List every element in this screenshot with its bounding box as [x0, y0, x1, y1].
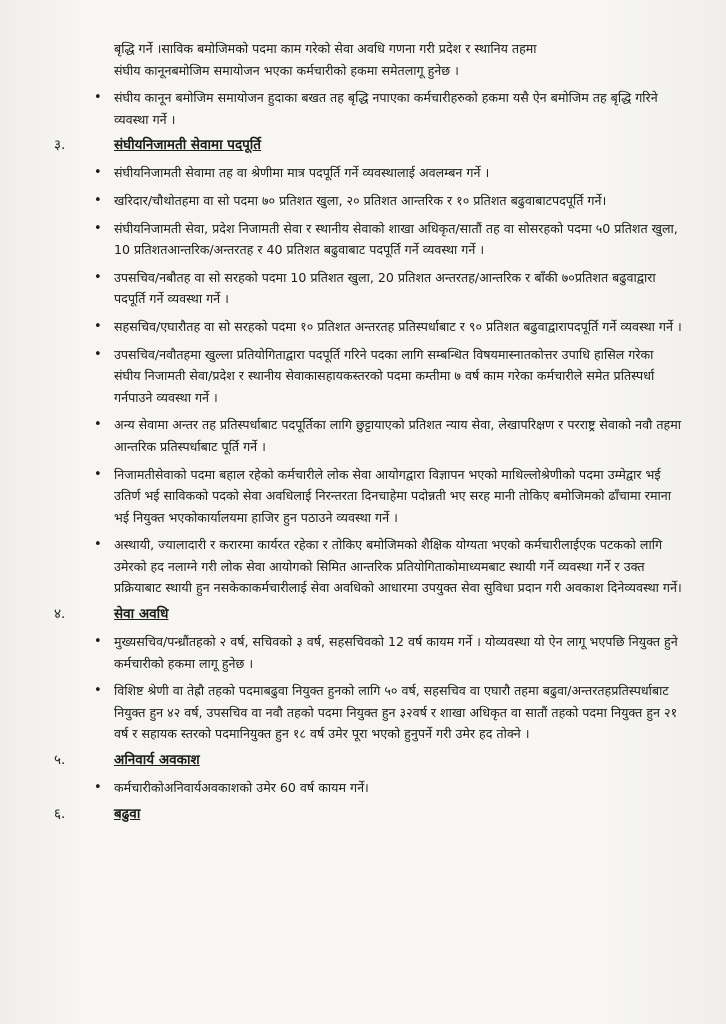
section-title: संघीयनिजामती सेवामा पदपूर्ति: [114, 137, 261, 154]
section: [44, 603, 682, 745]
bullet-text: खरिदार/चौथोतहमा वा सो पदमा ७० प्रतिशत खुला, २० प्रतिशत आन्तरिक र १० प्रतिशत बढुवाबाटपदपूर्ति गर्ने।: [114, 192, 607, 208]
section-number: ६.: [54, 805, 66, 822]
list-item: [44, 316, 682, 338]
bullet-icon: •: [94, 346, 102, 362]
section-heading: [44, 134, 682, 156]
bullet-icon: •: [94, 683, 102, 699]
bullet-text: विशिष्ट श्रेणी वा तेह्रौ तहको पदमाबढुवा नियुक्त हुनको लागि ५० वर्ष, सहसचिव वा एघारौ तहमा बढुवा/अन्तरतहप्रतिस्पर्धाबाट नियुक्त हुन ४२ वर्ष, उपसचिव वा नवौ तहको पदमा नियुक्त हुन ३२वर्ष र शाखा अधिकृत वा सातौं तहको पदमा नियुक्त हुन २१ वर्ष र सहायक स्तरको पदमानियुक्त हुन १८ वर्ष उमेर पूरा भएको हुनुपर्ने गरी उमेर हद तोक्ने ।: [114, 683, 678, 742]
bullet-icon: •: [94, 417, 102, 433]
bullet-text: उपसचिव/नवौतहमा खुल्ला प्रतियोगिताद्वारा पदपूर्ति गरिने पदका लागि सम्बन्धित विषयमास्नातकोत्तर उपाधि हासिल गरेका संघीय निजामती सेवा/प्रदेश र स्थानीय सेवाकासहायकस्तरको पदमा कम्तीमा ७ वर्ष काम गरेका कर्मचारीले समेत प्रतिस्पर्धा गर्नपाउने व्यवस्था गर्ने ।: [114, 346, 655, 405]
bullet-text: अस्थायी, ज्यालादारी र करारमा कार्यरत रहेका र तोकिए बमोजिमको शैक्षिक योग्यता भएको कर्मचारीलाईएक पटकको लागि उमेरको हद नलाग्ने गरी लोक सेवा आयोगको सिमित आन्तरिक प्रतियोगिताकोमाध्यमबाट स्थायी गर्ने व्यवस्था गर्ने र उक्त प्रक्रियाबाट स्थायी हुन नसकेकाकर्मचारीलाई सेवा अवधिको आधारमा उपयुक्त सेवा सुविधा प्रदान गरी अवकाश दिनेव्यवस्था गर्ने।: [114, 537, 682, 596]
section-title: सेवा अवधि: [114, 606, 169, 623]
bullet-icon: •: [94, 466, 102, 482]
bullet-icon: •: [94, 318, 102, 334]
bullet-text: संघीय कानून बमोजिम समायोजन हुदाका बखत तह बृद्धि नपाएका कर्मचारीहरुको हकमा यसै ऐन बमोजिम तह बृद्धि गरिने व्यवस्था गर्ने ।: [114, 90, 658, 127]
bullet-icon: •: [94, 165, 102, 181]
bullet-icon: •: [94, 634, 102, 650]
bullet-icon: •: [94, 192, 102, 208]
section-number: ४.: [54, 606, 66, 623]
section-number: ३.: [54, 137, 66, 154]
list-item: [44, 344, 682, 409]
list-item: [44, 534, 682, 599]
list-item: [44, 162, 682, 184]
bullet-icon: •: [94, 269, 102, 285]
bullet-text: अन्य सेवामा अन्तर तह प्रतिस्पर्धाबाट पदपूर्तिका लागि छुट्टायाएको प्रतिशत न्याय सेवा, लेखापरिक्षण र परराष्ट्र सेवाको नवौ तहमा आन्तरिक प्रतिस्पर्धाबाट पूर्ति गर्ने ।: [114, 417, 682, 454]
list-item: [44, 218, 682, 261]
bullet-text: संघीयनिजामती सेवामा तह वा श्रेणीमा मात्र पदपूर्ति गर्ने व्यवस्थालाई अवलम्बन गर्ने ।: [114, 165, 490, 181]
bullet-text: संघीयनिजामती सेवा, प्रदेश निजामती सेवा र स्थानीय सेवाको शाखा अधिकृत/सातौं तह वा सोसरहको पदमा ५0 प्रतिशत खुला, 10 प्रतिशतआन्तरिक/अन्तरतह र 40 प्रतिशत बढुवाबाट पदपूर्ति गर्ने व्यवस्था गर्ने ।: [114, 220, 678, 258]
bullet-icon: •: [94, 220, 102, 236]
section-heading: [44, 603, 682, 625]
bullet-icon: •: [94, 90, 102, 106]
intro-bullet: [44, 87, 682, 130]
section: [44, 803, 682, 825]
bullet-text: उपसचिव/नबौतह वा सो सरहको पदमा 10 प्रतिशत खुला, 20 प्रतिशत अन्तरतह/आन्तरिक र बाँकी ७०प्रतिशत बढुवाद्वारा पदपूर्ति गर्ने व्यवस्था गर्ने ।: [114, 269, 656, 307]
section: [44, 134, 682, 599]
list-item: [44, 777, 682, 799]
list-item: [44, 414, 682, 457]
bullet-text: सहसचिव/एघारौतह वा सो सरहको पदमा १० प्रतिशत अन्तरतह प्रतिस्पर्धाबाट र ९० प्रतिशत बढुवाद्वारापदपूर्ति गर्ने व्यवस्था गर्ने ।: [114, 318, 682, 334]
section: [44, 749, 682, 799]
intro-line-1: बृद्धि गर्ने ।साविक बमोजिमको पदमा काम गरेको सेवा अवधि गणना गरी प्रदेश र स्थानिय तहमा: [114, 41, 537, 56]
bullet-icon: •: [94, 537, 102, 553]
section-heading: [44, 749, 682, 771]
list-item: [44, 680, 682, 745]
list-item: [44, 190, 682, 212]
section-title: अनिवार्य अवकाश: [114, 752, 200, 769]
bullet-text: निजामतीसेवाको पदमा बहाल रहेको कर्मचारीले लोक सेवा आयोगद्वारा विज्ञापन भएको माथिल्लोश्रेणीको पदमा उम्मेद्वार भई उतिर्ण भई साविकको पदको सेवा अवधिलाई निरन्तरता दिनचाहेमा पदोन्नती भए सरह मानी तोकिए बमोजिमको ढाँचामा रमाना भई नियुक्त भएकोकार्यालयमा हाजिर हुन पठाउने व्यवस्था गर्ने ।: [114, 466, 671, 525]
intro-line-2: संघीय कानूनबमोजिम समायोजन भएका कर्मचारीको हकमा समेतलागू हुनेछ ।: [114, 62, 459, 78]
sections-container: [44, 134, 682, 824]
section-title: बढुवा: [114, 805, 141, 822]
bullet-text: कर्मचारीकोअनिवार्यअवकाशको उमेर 60 वर्ष कायम गर्ने।: [114, 780, 369, 796]
list-item: [44, 464, 682, 529]
section-number: ५.: [54, 752, 66, 769]
section-heading: [44, 803, 682, 825]
list-item: [44, 267, 682, 310]
list-item: [44, 631, 682, 674]
bullet-text: मुख्यसचिव/पन्ध्रौंतहको २ वर्ष, सचिवको ३ वर्ष, सहसचिवको 12 वर्ष कायम गर्ने । योव्यवस्था यो ऐन लागू भएपछि नियुक्त हुने कर्मचारीको हकमा लागू हुनेछ ।: [114, 634, 678, 671]
bullet-icon: •: [94, 780, 102, 796]
